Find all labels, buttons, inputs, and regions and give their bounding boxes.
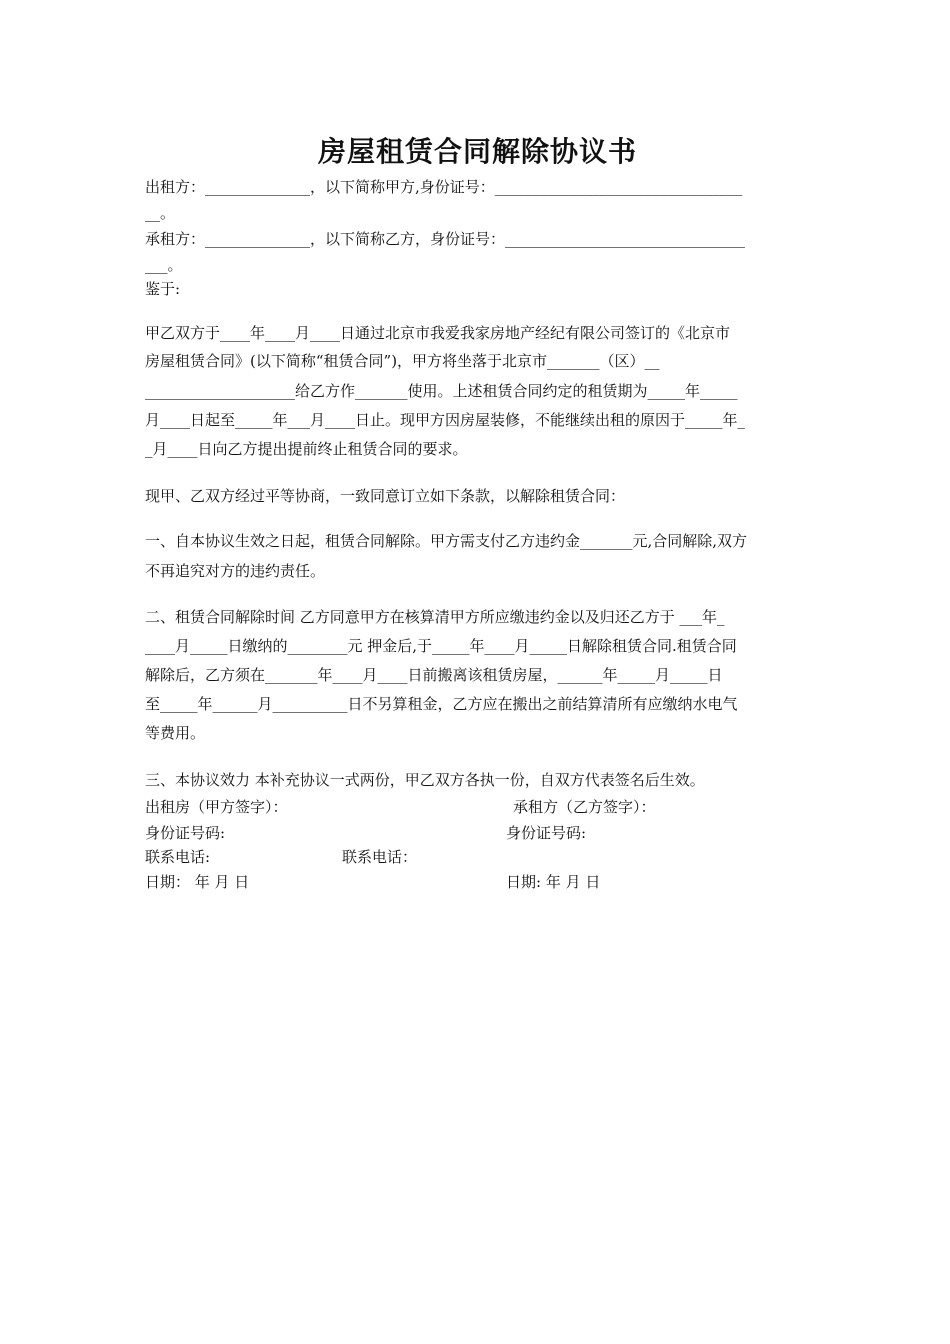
lessee-date-label: 日期: 年 月 日 (506, 873, 601, 891)
paragraph-line: ____________________给乙方作_______使用。上述租赁合同约定的租赁期为_____年_____ (145, 382, 738, 400)
lessee-line: 承租方：______________，以下简称乙方，身份证号：________________________________ (145, 230, 746, 248)
clause-two-cont: ____月_____日缴纳的________元 押金后,于_____年____月_____日解除租赁合同.租赁合同 (145, 637, 737, 655)
lessee-line-cont: ___。 (145, 256, 183, 274)
agreement-intro: 现甲、乙双方经过平等协商，一致同意订立如下条款，以解除租赁合同： (145, 487, 626, 505)
document-title: 房屋租赁合同解除协议书 (317, 135, 637, 168)
clause-one-cont: 不再追究对方的违约责任。 (145, 562, 326, 580)
clause-one: 一、自本协议生效之日起，租赁合同解除。甲方需支付乙方违约金_______元,合同解除,双方 (145, 532, 748, 550)
clause-two-cont: 等费用。 (145, 724, 206, 742)
lessor-line-cont: __。 (145, 204, 176, 222)
paragraph-line: 甲乙双方于____年____月____日通过北京市我爱我家房地产经纪有限公司签订的《北京市 (145, 324, 731, 342)
lessor-signature-label: 出租房（甲方签字）： (145, 798, 288, 816)
clause-two-cont: 解除后，乙方须在_______年____月____日前搬离该租赁房屋，______年_____月_____日 (145, 666, 723, 684)
lessee-id-label: 身份证号码: (506, 824, 587, 842)
paragraph-line: 月____日起至_____年___月____日止。现甲方因房屋装修，不能继续出租的原因于_____年_ (145, 411, 746, 429)
clause-two-cont: 至_____年______月__________日不另算租金，乙方应在搬出之前结算清所有应缴纳水电气 (145, 695, 738, 713)
lessor-phone-label: 联系电话: (145, 848, 211, 866)
clause-two: 二、租赁合同解除时间 乙方同意甲方在核算清甲方所应缴违约金以及归还乙方于 ___年_ (145, 608, 725, 626)
paragraph-line: 房屋租赁合同》(以下简称“租赁合同”)，甲方将坐落于北京市_______（区）__ (145, 352, 660, 370)
paragraph-line: _月____日向乙方提出提前终止租赁合同的要求。 (145, 440, 468, 458)
lessor-line: 出租方：______________，以下简称甲方,身份证号：_________________________________ (145, 178, 743, 196)
lessor-id-label: 身份证号码: (145, 824, 226, 842)
clause-three: 三、本协议效力 本补充协议一式两份，甲乙双方各执一份，自双方代表签名后生效。 (145, 771, 705, 789)
lessor-date-label: 日期： 年 月 日 (145, 873, 250, 891)
lessee-signature-label: 承租方（乙方签字）： (513, 798, 656, 816)
lessee-phone-label: 联系电话： (342, 848, 418, 866)
whereas-label: 鉴于: (145, 280, 181, 298)
